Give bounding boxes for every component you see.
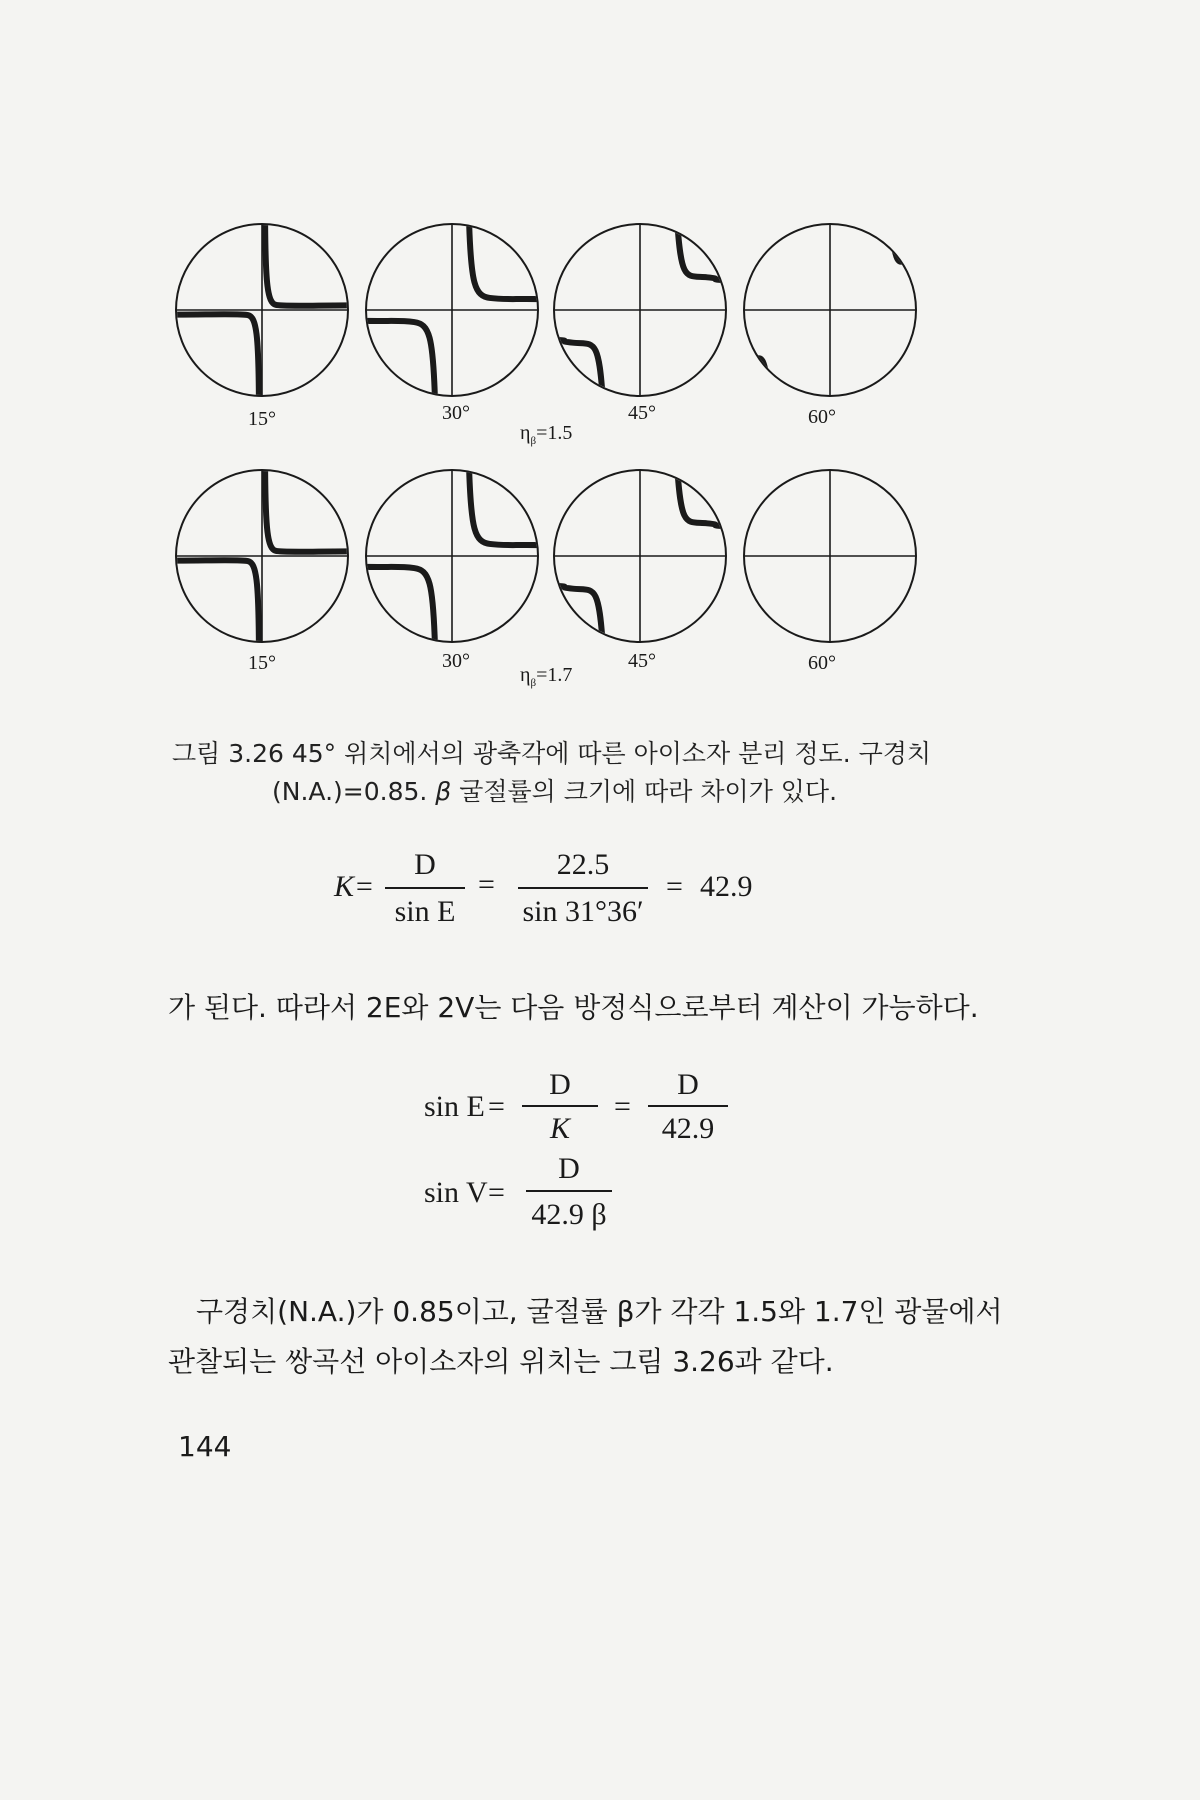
- equals-sign: =: [478, 868, 495, 901]
- isogyre-branch-lower: [548, 585, 603, 646]
- angle-label: 30°: [442, 402, 470, 424]
- eq1-num1: D: [414, 848, 436, 881]
- fraction-bar: [526, 1190, 612, 1192]
- isogyre-branch-upper: [265, 220, 354, 306]
- isogyre-figure: [0, 0, 1200, 790]
- isogyre-branch-upper: [677, 466, 732, 527]
- eq2-num2: D: [677, 1068, 699, 1101]
- conoscopic-panel: [548, 220, 732, 400]
- isogyre-branch-lower: [738, 358, 770, 400]
- refractive-index-label: $\eta_\beta=1.7$: [520, 664, 573, 689]
- angle-label: 60°: [808, 406, 836, 428]
- fraction-bar: [385, 887, 465, 889]
- paragraph-2-line-1: 구경치(N.A.)가 0.85이고, 굴절률 β가 각각 1.5와 1.7인 광물에서: [196, 1295, 1003, 1328]
- conoscopic-panel: [170, 466, 354, 646]
- isogyre-branch-lower: [360, 321, 435, 400]
- angle-label: 15°: [248, 408, 276, 430]
- fraction-bar: [648, 1105, 728, 1107]
- equals-sign: =: [488, 1090, 505, 1123]
- eq2-den2: 42.9: [661, 1112, 715, 1145]
- eq3-lhs: sin V: [424, 1176, 488, 1209]
- angle-label: 15°: [248, 652, 276, 674]
- isogyre-branch-upper: [469, 466, 544, 545]
- angle-label: 30°: [442, 650, 470, 672]
- conoscopic-panel: [744, 470, 916, 642]
- conoscopic-panel: [548, 466, 732, 646]
- fraction-bar: [518, 887, 648, 889]
- figure-caption-line-2: (N.A.)=0.85. β 굴절률의 크기에 따라 차이가 있다.: [272, 777, 838, 806]
- eq1-result: 42.9: [700, 870, 753, 903]
- conoscopic-panel: [360, 466, 544, 646]
- isogyre-branch-lower: [548, 339, 603, 400]
- isogyre-branch-lower: [170, 314, 259, 400]
- equals-sign: =: [666, 870, 683, 903]
- paragraph-1: 가 된다. 따라서 2E와 2V는 다음 방정식으로부터 계산이 가능하다.: [168, 991, 979, 1024]
- isogyre-branch-lower: [360, 567, 435, 646]
- isogyre-branch-upper: [469, 220, 544, 299]
- eq1-num2: 22.5: [556, 848, 610, 881]
- isogyre-branch-lower: [170, 560, 259, 646]
- paragraph-2-line-2: 관찰되는 쌍곡선 아이소자의 위치는 그림 3.26과 같다.: [168, 1345, 834, 1378]
- equation-k-lhs: K=: [334, 870, 375, 903]
- equals-sign: =: [614, 1090, 631, 1123]
- conoscopic-panel: [170, 220, 354, 400]
- eq2-lhs: sin E: [424, 1090, 485, 1123]
- isogyre-branch-upper: [890, 220, 922, 262]
- eq1-den1: sin E: [394, 895, 456, 928]
- eq1-den2: sin 31°36′: [522, 895, 644, 928]
- eq2-num1: D: [549, 1068, 571, 1101]
- angle-label: 45°: [628, 650, 656, 672]
- page-number: 144: [178, 1430, 232, 1463]
- angle-label: 45°: [628, 402, 656, 424]
- eq3-den: 42.9 β: [531, 1198, 607, 1231]
- equals-sign: =: [488, 1176, 505, 1209]
- eq3-num: D: [558, 1152, 580, 1185]
- isogyre-branch-upper: [677, 220, 732, 281]
- figure-caption-line-1: 그림 3.26 45° 위치에서의 광축각에 따른 아이소자 분리 정도. 구경치: [172, 739, 932, 768]
- fraction-bar: [522, 1105, 598, 1107]
- eq2-den1: K: [549, 1112, 570, 1145]
- angle-label: 60°: [808, 652, 836, 674]
- conoscopic-panel: [738, 220, 922, 400]
- conoscopic-panel: [360, 220, 544, 400]
- refractive-index-label: $\eta_\beta=1.5$: [520, 422, 573, 447]
- isogyre-branch-upper: [265, 466, 354, 552]
